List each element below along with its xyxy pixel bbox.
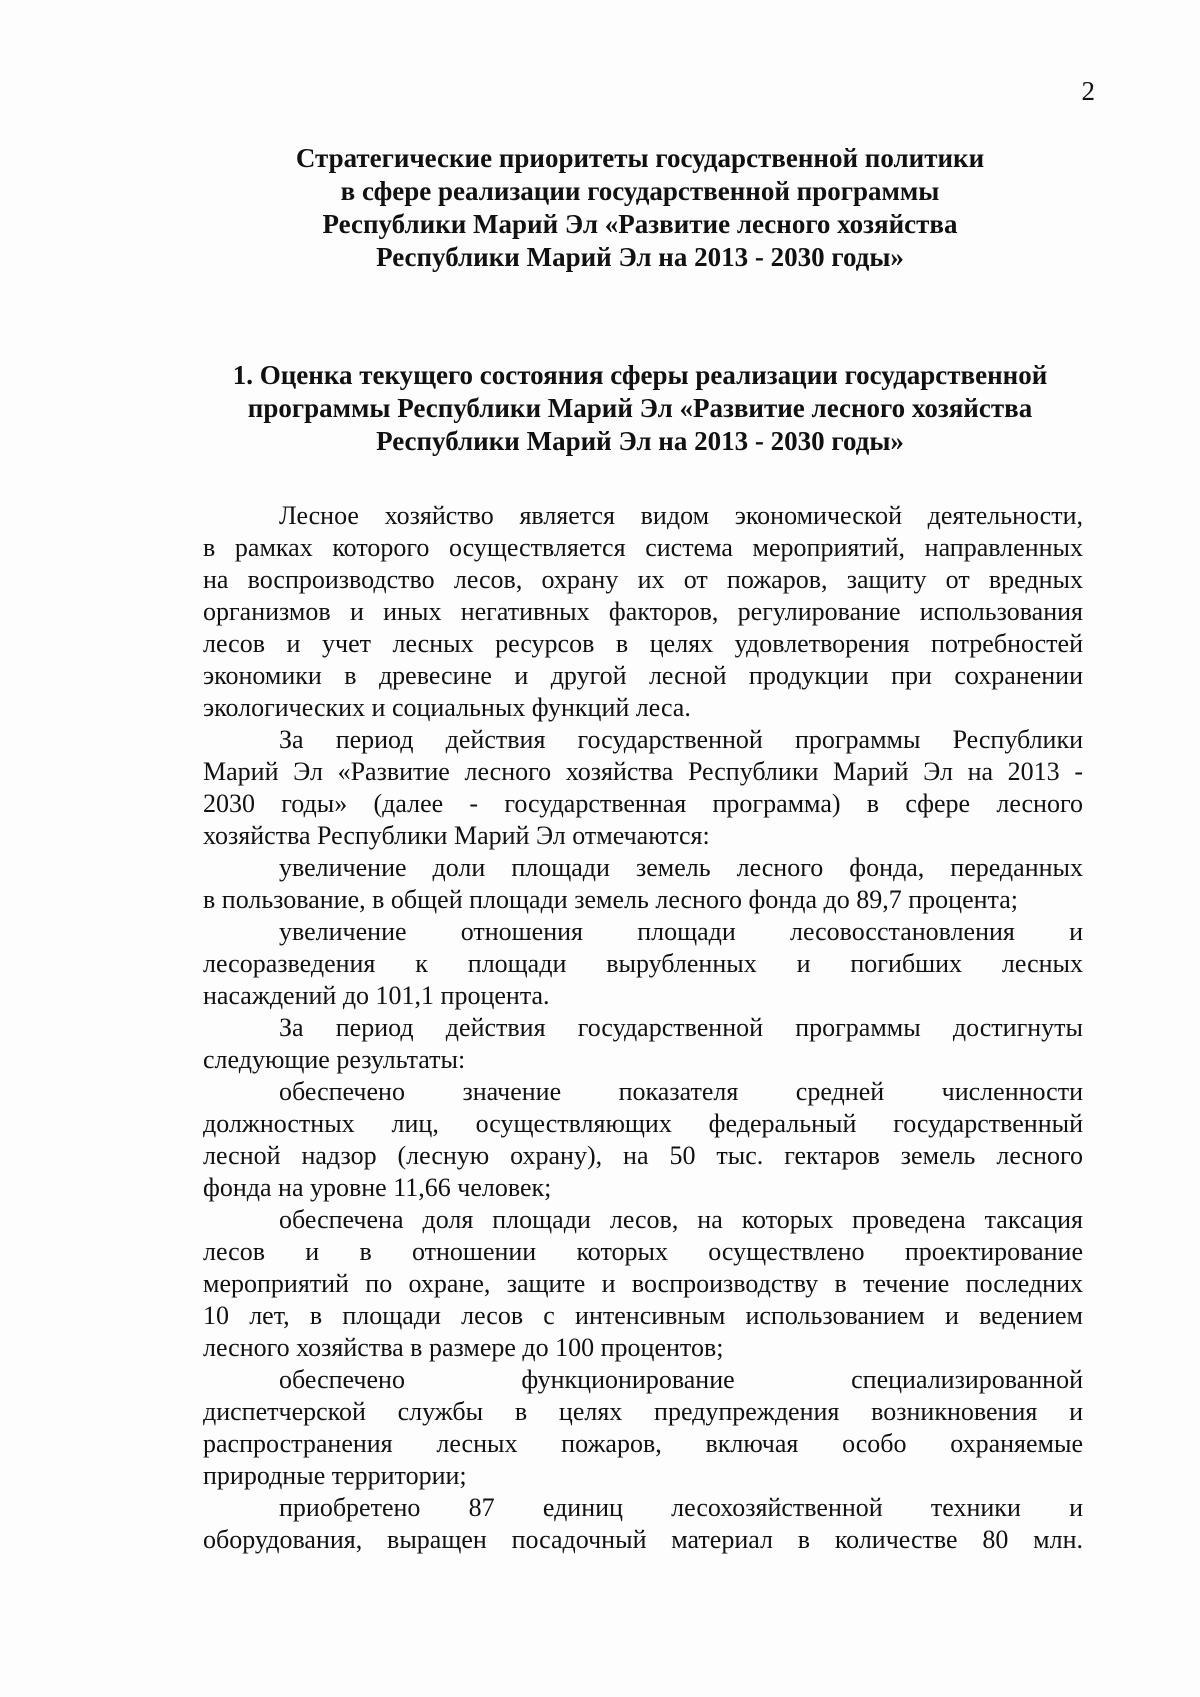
paragraph-line: лесной надзор (лесную охрану), на 50 тыс. гектаров земель лесного [203, 1141, 1083, 1170]
section-heading [200, 359, 1080, 458]
paragraph-line: лесного хозяйства в размере до 100 процентов; [203, 1333, 724, 1362]
paragraph [203, 1012, 1083, 1076]
page-number: 2 [1081, 76, 1095, 106]
main-heading-line: в сфере реализации государственной программы [340, 176, 940, 206]
paragraph-line: экологических и социальных функций леса. [203, 693, 691, 722]
paragraph-line: лесоразведения к площади вырубленных и погибших лесных [203, 949, 1083, 978]
main-heading-line: Республики Марий Эл «Развитие лесного хозяйства [322, 209, 958, 239]
paragraph-line: увеличение доли площади земель лесного фонда, переданных [279, 853, 1083, 882]
paragraph-line: хозяйства Республики Марий Эл отмечаются: [203, 821, 710, 850]
paragraph-line: в рамках которого осуществляется система мероприятий, направленных [203, 533, 1083, 562]
paragraph-line: увеличение отношения площади лесовосстановления и [279, 917, 1083, 946]
paragraph [203, 1364, 1083, 1492]
paragraph-line: распространения лесных пожаров, включая особо охраняемые [203, 1429, 1083, 1458]
paragraph-line: диспетчерской службы в целях предупреждения возникновения и [203, 1397, 1083, 1426]
paragraph-line: обеспечено функционирование специализированной [279, 1365, 1083, 1394]
paragraph [203, 1492, 1083, 1556]
paragraph-line: обеспечена доля площади лесов, на которых проведена таксация [279, 1205, 1083, 1234]
paragraph-line: природные территории; [203, 1461, 467, 1490]
main-heading [200, 142, 1080, 274]
paragraph-line: оборудования, выращен посадочный материал в количестве 80 млн. [203, 1525, 1083, 1554]
paragraph-line: обеспечено значение показателя средней численности [279, 1077, 1083, 1106]
paragraph-line: Лесное хозяйство является видом экономической деятельности, [279, 501, 1083, 530]
body-text [203, 500, 1083, 1556]
paragraph-line: За период действия государственной программы достигнуты [279, 1013, 1083, 1042]
paragraph-line: в пользование, в общей площади земель лесного фонда до 89,7 процента; [203, 885, 1018, 914]
paragraph [203, 1076, 1083, 1204]
paragraph-line: фонда на уровне 11,66 человек; [203, 1173, 552, 1202]
paragraph-line: на воспроизводство лесов, охрану их от пожаров, защиту от вредных [203, 565, 1083, 594]
paragraph-line: экономики в древесине и другой лесной продукции при сохранении [203, 661, 1083, 690]
paragraph [203, 1204, 1083, 1364]
paragraph [203, 500, 1083, 724]
paragraph [203, 852, 1083, 916]
paragraph-line: должностных лиц, осуществляющих федеральный государственный [203, 1109, 1083, 1138]
paragraph-line: приобретено 87 единиц лесохозяйственной техники и [279, 1493, 1083, 1522]
paragraph-line: насаждений до 101,1 процента. [203, 981, 550, 1010]
paragraph [203, 916, 1083, 1012]
paragraph-line: За период действия государственной программы Республики [279, 725, 1083, 754]
section-heading-line: Республики Марий Эл на 2013 - 2030 годы» [376, 426, 904, 456]
paragraph-line: 2030 годы» (далее - государственная программа) в сфере лесного [203, 789, 1083, 818]
paragraph-line: Марий Эл «Развитие лесного хозяйства Республики Марий Эл на 2013 - [203, 757, 1083, 786]
paragraph-line: лесов и в отношении которых осуществлено проектирование [203, 1237, 1083, 1266]
paragraph-line: следующие результаты: [203, 1045, 466, 1074]
paragraph-line: организмов и иных негативных факторов, регулирование использования [203, 597, 1083, 626]
paragraph [203, 724, 1083, 852]
paragraph-line: мероприятий по охране, защите и воспроизводству в течение последних [203, 1269, 1083, 1298]
paragraph-line: лесов и учет лесных ресурсов в целях удовлетворения потребностей [203, 629, 1083, 658]
paragraph-line: 10 лет, в площади лесов с интенсивным использованием и ведением [203, 1301, 1083, 1330]
section-heading-line: программы Республики Марий Эл «Развитие лесного хозяйства [247, 393, 1033, 423]
main-heading-line: Стратегические приоритеты государственной политики [295, 143, 985, 173]
section-heading-line: 1. Оценка текущего состояния сферы реализации государственной [232, 360, 1048, 390]
main-heading-line: Республики Марий Эл на 2013 - 2030 годы» [376, 242, 904, 272]
